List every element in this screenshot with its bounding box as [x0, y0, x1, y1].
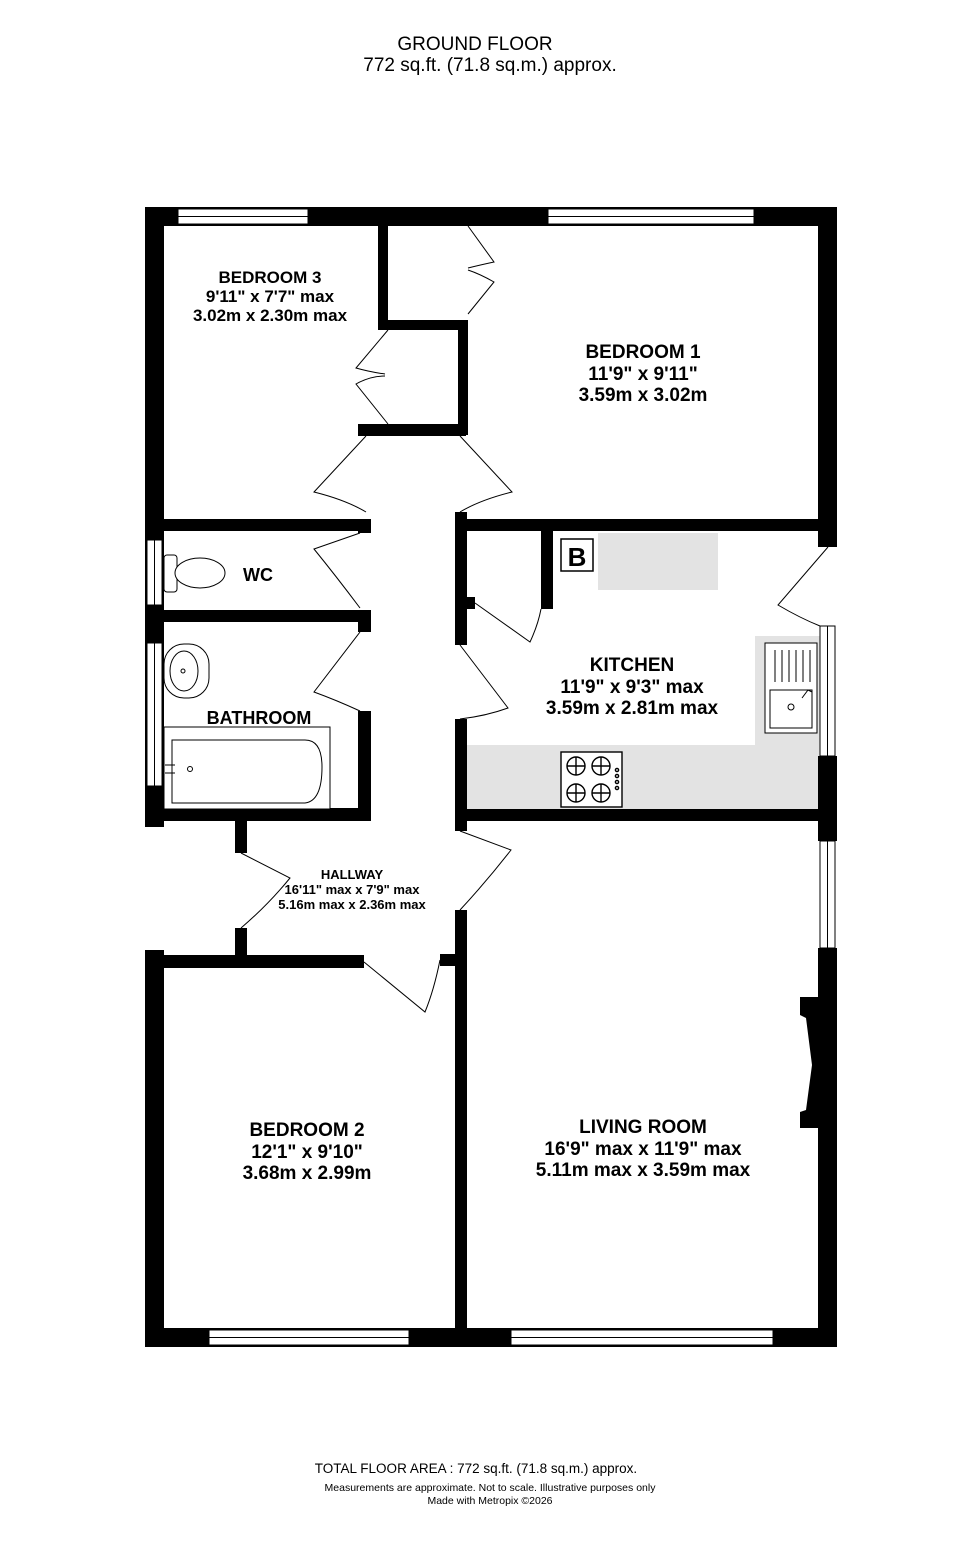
bedroom1-name: BEDROOM 1 [585, 342, 701, 363]
credit: Made with Metropix ©2026 [427, 1495, 553, 1507]
label-bedroom-1 [579, 342, 708, 406]
hob-icon [561, 752, 622, 807]
label-wc: WC [243, 565, 273, 585]
bedroom1-imperial: 11'9" x 9'11" [588, 364, 698, 385]
bedroom3-name: BEDROOM 3 [218, 268, 322, 287]
kitchen-imperial: 11'9" x 9'3" max [560, 677, 704, 698]
living-imperial: 16'9" max x 11'9" max [544, 1139, 742, 1160]
label-bedroom-3 [193, 268, 348, 325]
floor-title: GROUND FLOOR [397, 34, 553, 55]
sink-icon [765, 643, 817, 733]
hallway-name: HALLWAY [320, 867, 384, 882]
bedroom3-imperial: 9'11" x 7'7" max [205, 287, 335, 306]
toilet-icon [164, 555, 225, 592]
label-bedroom-2 [243, 1120, 372, 1184]
label-bathroom: BATHROOM [206, 708, 312, 728]
basin-icon [164, 644, 209, 698]
label-living-room [536, 1117, 751, 1181]
fireplace-icon [800, 997, 818, 1128]
boiler-label: B [567, 542, 587, 572]
label-hallway [278, 867, 426, 912]
bedroom1-metric: 3.59m x 3.02m [578, 385, 708, 406]
bedroom2-metric: 3.68m x 2.99m [242, 1163, 372, 1184]
floor-area: 772 sq.ft. (71.8 sq.m.) approx. [363, 55, 617, 76]
footer-notes [0, 1482, 980, 1508]
kitchen-metric: 3.59m x 2.81m max [545, 698, 719, 719]
bath-icon [164, 727, 330, 809]
boiler-icon [561, 539, 593, 572]
living-name: LIVING ROOM [579, 1117, 707, 1138]
total-floor-area: TOTAL FLOOR AREA : 772 sq.ft. (71.8 sq.m.) approx. [314, 1461, 638, 1476]
label-kitchen [546, 655, 719, 719]
living-metric: 5.11m max x 3.59m max [535, 1160, 751, 1181]
bedroom2-imperial: 12'1" x 9'10" [251, 1142, 363, 1163]
hallway-metric: 5.16m max x 2.36m max [278, 897, 426, 912]
bedroom2-name: BEDROOM 2 [249, 1120, 365, 1141]
kitchen-name: KITCHEN [589, 655, 675, 676]
disclaimer: Measurements are approximate. Not to scale. Illustrative purposes only [324, 1482, 656, 1494]
bedroom3-metric: 3.02m x 2.30m max [192, 306, 348, 325]
hallway-imperial: 16'11" max x 7'9" max [284, 882, 420, 897]
